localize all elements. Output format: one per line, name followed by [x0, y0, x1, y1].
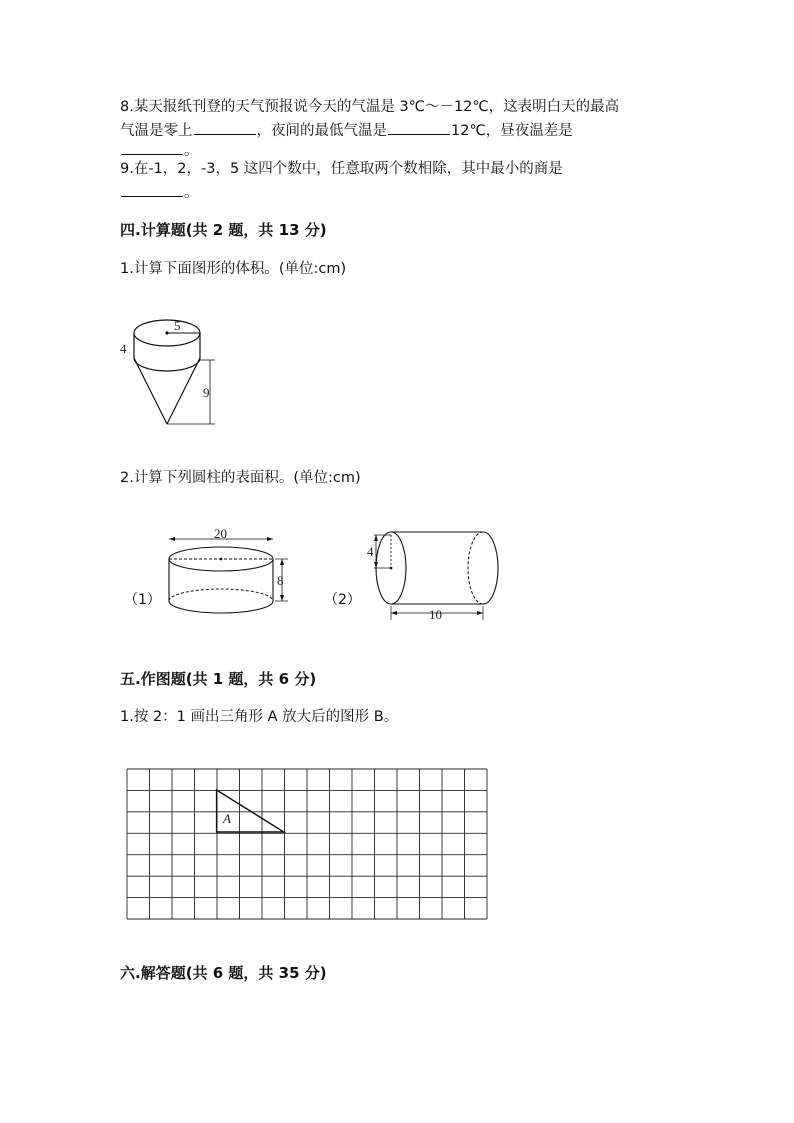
- cone-height-label: 9: [203, 385, 210, 400]
- q8-text-3: 。: [184, 143, 199, 159]
- cylinder-cone-figure: [118, 308, 228, 433]
- cylinder-height-label: 4: [120, 341, 127, 356]
- figure-2-2-label: （2）: [324, 592, 361, 608]
- section-4-q1: 1.计算下面图形的体积。(单位:cm): [120, 261, 347, 277]
- radius-label: 5: [174, 318, 181, 333]
- q8-text-2b: ，夜间的最低气温是: [256, 123, 387, 139]
- answer-blank-temp-diff[interactable]: [121, 139, 183, 155]
- diameter-label: 20: [214, 527, 227, 541]
- length-label: 10: [429, 607, 442, 622]
- cylinder-figure-1: [164, 527, 294, 617]
- q8-line-2: [120, 119, 573, 141]
- q8-text-2c: 12℃，昼夜温差是: [451, 123, 573, 139]
- q8-text-2a: 气温是零上: [120, 123, 193, 139]
- triangle-a-label: A: [223, 811, 231, 826]
- radius-label-2: 4: [367, 544, 374, 559]
- q8-line-1: [120, 97, 619, 117]
- q8-line-3: [120, 139, 199, 161]
- section-5-q1: 1.按 2：1 画出三角形 A 放大后的图形 B。: [120, 709, 399, 725]
- answer-blank-night-low[interactable]: [388, 119, 450, 135]
- height-label: 8: [277, 573, 284, 588]
- section-5-heading: 五.作图题(共 1 题，共 6 分): [120, 670, 317, 688]
- q9-line-1: [120, 159, 563, 179]
- q8-text-1: 8.某天报纸刊登的天气预报说今天的气温是 3℃～－12℃，这表明白天的最高: [120, 99, 620, 115]
- q9-line-2: [120, 181, 199, 203]
- section-4-q2: 2.计算下列圆柱的表面积。(单位:cm): [120, 470, 361, 486]
- cylinder-figure-2: [362, 526, 502, 626]
- drawing-grid[interactable]: [125, 767, 489, 921]
- section-6-heading: 六.解答题(共 6 题，共 35 分): [120, 964, 327, 982]
- figure-2-1-label: （1）: [124, 592, 161, 608]
- section-4-heading: 四.计算题(共 2 题，共 13 分): [120, 221, 327, 239]
- q9-text-1: 9.在-1，2，-3，5 这四个数中，任意取两个数相除，其中最小的商是: [120, 161, 563, 177]
- answer-blank-day-high[interactable]: [194, 119, 256, 135]
- q9-text-2: 。: [184, 185, 199, 201]
- answer-blank-min-quotient[interactable]: [121, 181, 183, 197]
